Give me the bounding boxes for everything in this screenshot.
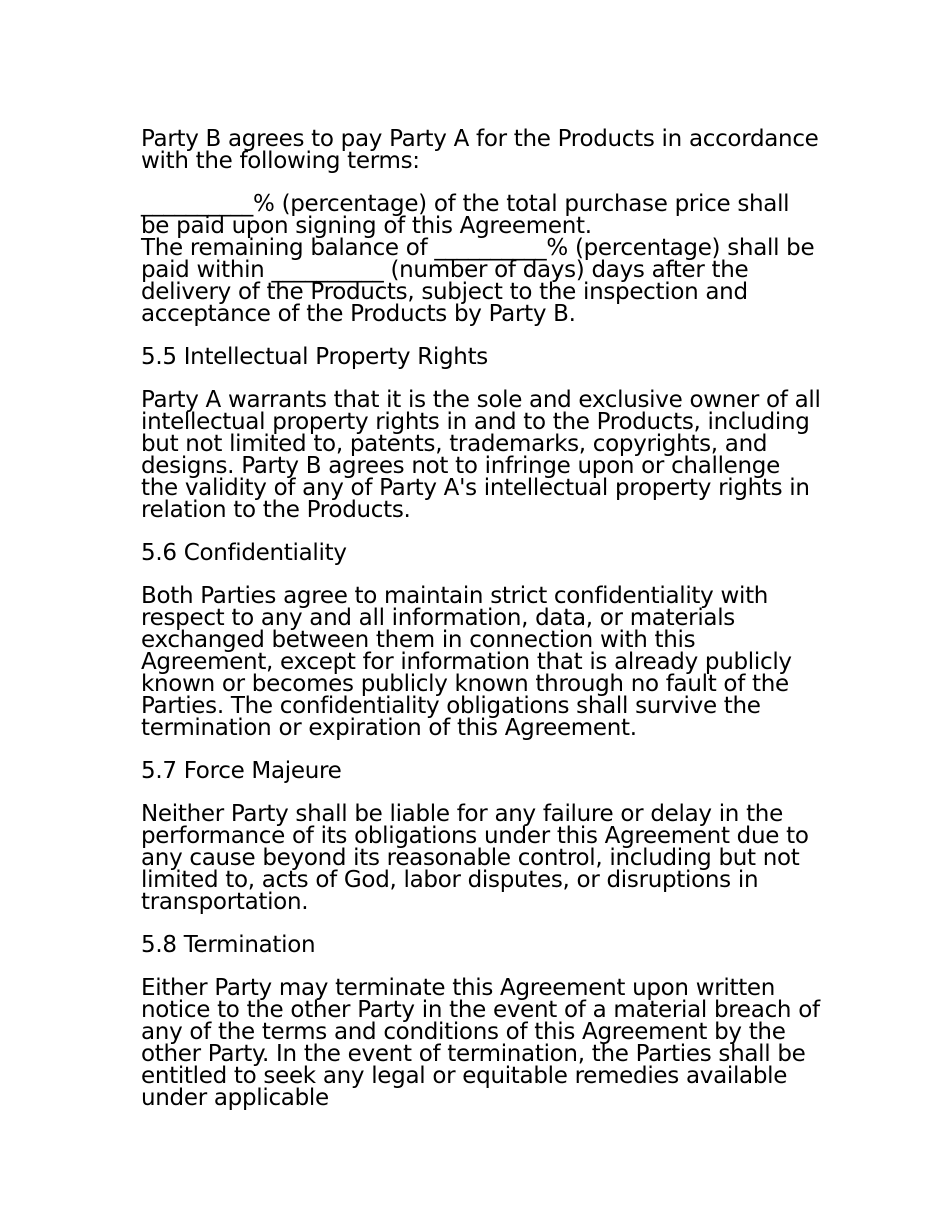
section-body-force-majeure: Neither Party shall be liable for any failure or delay in the performance of its obligations under this Agreement due to any cause beyond its reasonable control, including but not limited to, acts of God, labor disputes, or disruptions in transportation. [141,801,809,915]
section-heading-confidentiality: 5.6 Confidentiality [141,540,347,566]
document-page [141,128,821,1130]
section-body-ip: Party A warrants that it is the sole and exclusive owner of all intellectual property rights in and to the Products, including but not limited to, patents, trademarks, copyrights, and designs. Party B agrees not to infringe upon or challenge the validity of any of Party A's intellectual property rights in relation to the Products. [141,387,821,523]
section-body-confidentiality: Both Parties agree to maintain strict confidentiality with respect to any and all information, data, or materials exchanged between them in connection with this Agreement, except for information that is already publicly known or becomes publicly known through no fault of the Parties. The confidentiality obligations shall survive the termination or expiration of this Agreement. [141,583,792,741]
section-body-termination: Either Party may terminate this Agreement upon written notice to the other Party in the event of a material breach of any of the terms and conditions of this Agreement by the other Party. In the event of termination, the Parties shall be entitled to seek any legal or equitable remedies available under applicable [141,975,820,1111]
payment-intro: Party B agrees to pay Party A for the Products in accordance with the following terms: [141,126,819,174]
section-heading-termination: 5.8 Termination [141,932,316,958]
payment-terms: __________% (percentage) of the total purchase price shall be paid upon signing of this Agreement. The remaining balance of __________% (percentage) shall be paid within __________ (number of days) days after the delivery of the Products, subject to the inspection and acceptance of the Products by Party B. [141,191,815,327]
section-heading-force-majeure: 5.7 Force Majeure [141,758,342,784]
section-heading-ip: 5.5 Intellectual Property Rights [141,344,488,370]
